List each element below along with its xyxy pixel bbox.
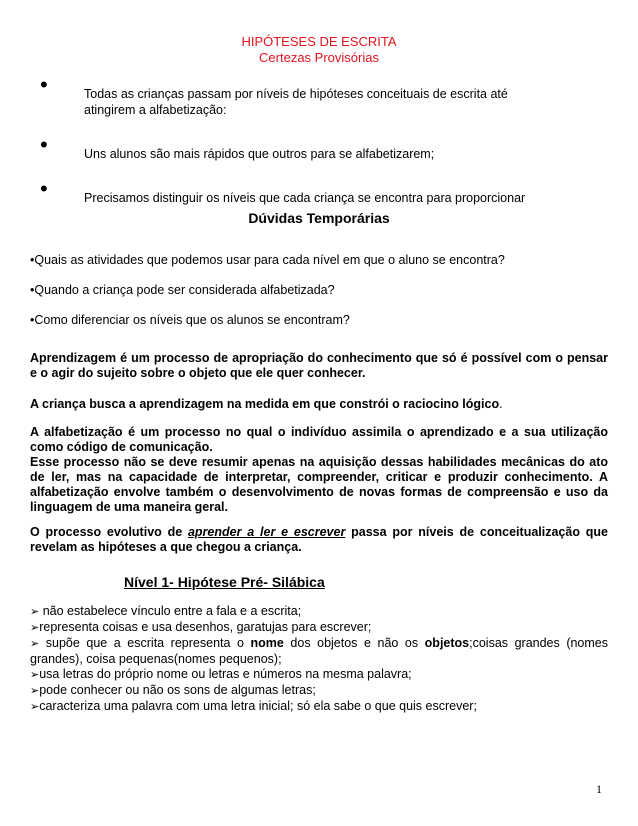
- arrow-bullet-icon: ➢: [30, 669, 40, 681]
- arrow-bullet-icon: ➢: [30, 638, 40, 650]
- paragraph-crianca: A criança busca a aprendizagem na medida em que constrói o raciocino lógico.: [30, 397, 503, 411]
- question-item: •Como diferenciar os níveis que os alunos se encontram?: [30, 313, 350, 327]
- nivel1-heading: Nível 1- Hipótese Pré- Silábica: [124, 574, 325, 590]
- list-item-text: Precisamos distinguir os níveis que cada criança se encontra para proporcionar: [84, 191, 526, 205]
- bullet-icon: •: [40, 72, 48, 97]
- list-item: ➢pode conhecer ou não os sons de algumas letras;: [30, 683, 316, 697]
- question-item: •Quais as atividades que podemos usar para cada nível em que o aluno se encontra?: [30, 253, 505, 267]
- list-item: ➢caracteriza uma palavra com uma letra inicial; só ela sabe o que quis escrever;: [30, 699, 477, 713]
- document-subtitle: Certezas Provisórias: [259, 50, 379, 65]
- underlined-phrase: aprender a ler e escrever: [187, 525, 346, 539]
- list-item: ➢usa letras do próprio nome ou letras e números na mesma palavra;: [30, 667, 412, 681]
- duvidas-heading: Dúvidas Temporárias: [248, 210, 390, 226]
- arrow-bullet-icon: ➢: [30, 606, 40, 618]
- paragraph-aprendizagem: Aprendizagem é um processo de apropriação do conhecimento que só é possível com o pensar e o agir do sujeito sobre o objeto que ele quer conhecer.: [30, 351, 608, 380]
- page-number: 1: [596, 782, 602, 796]
- certezas-list: [0, 72, 638, 205]
- list-item: ➢ não estabelece vínculo entre a fala e a escrita;: [30, 604, 302, 618]
- bullet-icon: •: [40, 132, 48, 157]
- arrow-bullet-icon: ➢: [30, 701, 40, 713]
- bullet-icon: •: [40, 176, 48, 201]
- document-title: HIPÓTESES DE ESCRITA: [241, 34, 397, 49]
- arrow-bullet-icon: ➢: [30, 622, 40, 634]
- list-item: ➢representa coisas e usa desenhos, garatujas para escrever;: [30, 620, 372, 634]
- arrow-bullet-icon: ➢: [30, 685, 40, 697]
- paragraph-alfabetizacao: A alfabetização é um processo no qual o indivíduo assimila o aprendizado e a sua utilização como código de comunicação. Esse processo não se deve resumir apenas na aquisição dessas habilidades mecânicas do ato de ler, mas na capacidade de interpretar, compreender, criticar e produzir conhecimento. A alfabetização envolve também o desenvolvimento de novas formas de compreensão e uso da linguagem de uma maneira geral.: [30, 425, 608, 514]
- list-item-text: Todas as crianças passam por níveis de hipóteses conceituais de escrita até atingirem a alfabetização:: [84, 87, 508, 117]
- question-item: •Quando a criança pode ser considerada alfabetizada?: [30, 283, 335, 297]
- paragraph-processo: O processo evolutivo de aprender a ler e escrever passa por níveis de conceitualização que revelam as hipóteses a que chegou a criança.: [30, 525, 608, 554]
- nivel1-list: [30, 604, 608, 715]
- list-item-continuation: grandes), coisa pequenas(nomes pequenos);: [30, 652, 282, 666]
- list-item-text: Uns alunos são mais rápidos que outros para se alfabetizarem;: [84, 147, 435, 161]
- list-item: ➢ supõe que a escrita representa o nome dos objetos e não os objetos;coisas grandes (nomes: [30, 636, 608, 650]
